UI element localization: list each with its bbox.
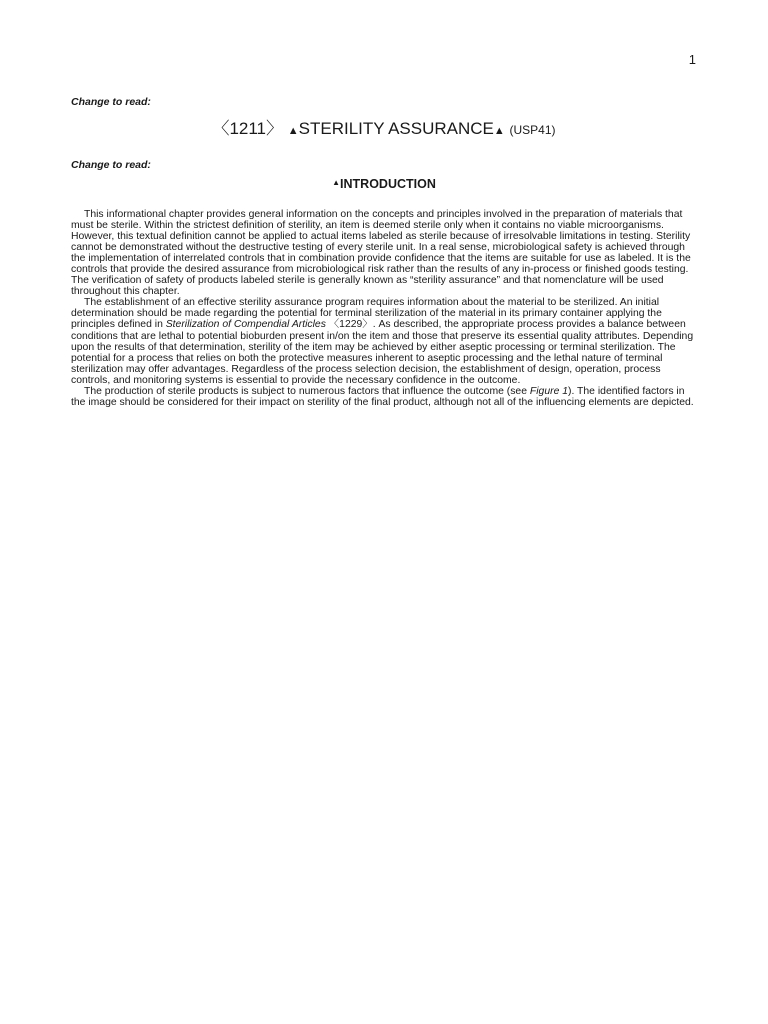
- section-heading: [0, 177, 768, 191]
- section-heading-text: INTRODUCTION: [340, 177, 436, 191]
- page-number: 1: [688, 52, 696, 67]
- paragraph-3-text-a: The production of sterile products is subject to numerous factors that influence the outcome (see: [84, 385, 530, 397]
- paragraph-1: This informational chapter provides general information on the concepts and principles involved in the preparation of materials that must be sterile. Within the strictest definition of sterility, an item is deemed sterile only when it contains no viable microorganisms. However, this textual definition cannot be applied to actual items labeled as sterile because of irresolvable limitations in testing. Sterility cannot be demonstrated without the destructive testing of every sterile unit. In a real sense, microbiological safety is achieved through the implementation of interrelated controls that in combination provide confidence that the items are suitable for use as labeled. It is the controls that provide the desired assurance from microbiological risk rather than the results of any in-process or finished goods testing. The verification of safety of products labeled sterile is generally known as “sterility assurance” and that nomenclature will be used throughout this chapter.: [71, 209, 691, 298]
- triangle-open-icon: ▲: [287, 125, 299, 137]
- chapter-title: [0, 114, 768, 139]
- paragraph-2-text-a: The establishment of an effective sterility assurance program requires information about the material to be sterilized. An initial determination should be made regarding the potential for terminal sterilization of the material in its primary container applying the principles defined in: [71, 297, 662, 331]
- paragraph-2: [71, 297, 699, 385]
- change-to-read-label: Change to read:: [71, 96, 151, 108]
- triangle-close-icon: ▲: [493, 125, 505, 137]
- chapter-number: 〈1211〉: [212, 119, 284, 138]
- reference-number: 〈1229〉: [325, 319, 373, 331]
- change-to-read-label-2: Change to read:: [71, 159, 151, 171]
- body-text: [71, 209, 699, 408]
- figure-reference: Figure 1: [529, 385, 569, 397]
- triangle-icon: ▲: [332, 178, 341, 187]
- chapter-suffix: (USP41): [509, 123, 556, 137]
- chapter-title-text: STERILITY ASSURANCE: [298, 119, 494, 138]
- paragraph-3-text-b: ). The identified factors in the image should be considered for their impact on sterility of the final product, although not all of the influencing elements are depicted.: [71, 385, 694, 408]
- reference-sterilization-of-compendial-articles: Sterilization of Compendial Articles: [165, 319, 326, 331]
- paragraph-3: [71, 386, 699, 408]
- paragraph-2-text-b: . As described, the appropriate process provides a balance between conditions that are lethal to potential bioburden present in/on the item and those that preserve its essential quality attributes. Depending upon the results of that determination, sterility of the item may be achieved by either aseptic processing or terminal sterilization. The potential for a process that relies on both the protective measures inherent to aseptic processing and the lethal nature of terminal sterilization may offer advantages. Regardless of the process selection decision, the establishment of design, operation, process controls, and monitoring systems is essential to provide the necessary confidence in the outcome.: [71, 319, 694, 386]
